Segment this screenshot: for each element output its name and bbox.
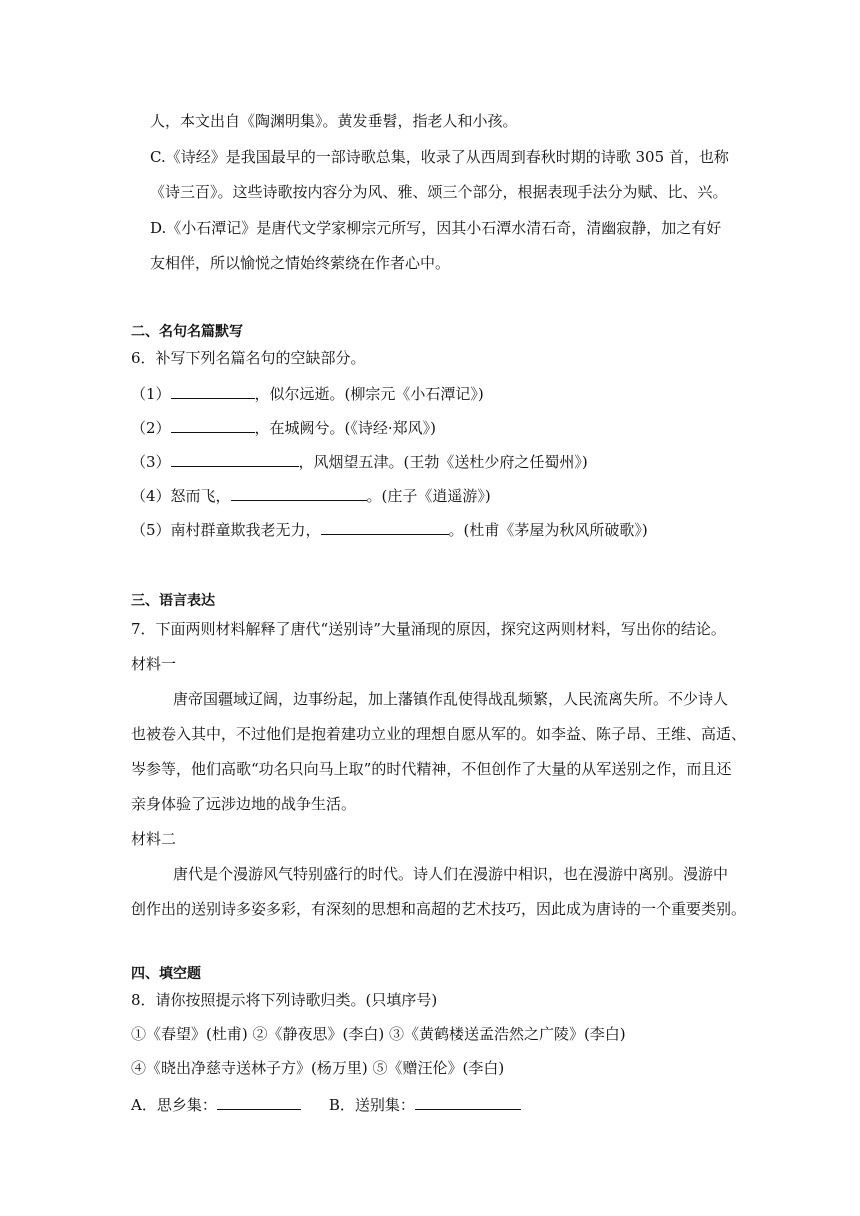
answer-row xyxy=(131,1094,521,1115)
answer-b-label: B．送别集： xyxy=(328,1096,415,1114)
answer-blank[interactable] xyxy=(321,519,449,535)
question-8: 8．请你按照提示将下列诗歌归类。(只填序号) xyxy=(131,991,438,1009)
q5-option-d-line2: 友相伴，所以愉悦之情始终萦绕在作者心中。 xyxy=(150,254,451,272)
item-suffix: 。(庄子《逍遥游》) xyxy=(366,487,491,505)
item-prefix: （5）南村群童欺我老无力， xyxy=(131,521,321,539)
material-1-line: 唐帝国疆域辽阔，边事纷起，加上藩镇作乱使得战乱频繁，人民流离失所。不少诗人 xyxy=(173,690,729,708)
item-prefix: （2） xyxy=(131,419,171,437)
q5-option-c-line2: 《诗三百》。这些诗歌按内容分为风、雅、颂三个部分，根据表现手法分为赋、比、兴。 xyxy=(150,183,728,201)
material-2-line: 创作出的送别诗多姿多彩，有深刻的思想和高超的艺术技巧，因此成为唐诗的一个重要类别。 xyxy=(131,900,747,918)
section-heading-expression: 三、语言表达 xyxy=(131,593,215,609)
answer-a-blank[interactable] xyxy=(217,1094,301,1110)
answer-blank[interactable] xyxy=(231,485,367,501)
poem-list-line1: ①《春望》(杜甫) ②《静夜思》(李白) ③《黄鹤楼送孟浩然之广陵》(李白) xyxy=(131,1025,626,1043)
q5-option-c-line1: C.《诗经》是我国最早的一部诗歌总集，收录了从西周到春秋时期的诗歌 305 首，也称 xyxy=(150,148,729,166)
item-suffix: ，似尔远逝。(柳宗元《小石潭记》) xyxy=(254,385,484,403)
item-suffix: ，风烟望五津。(王勃《送杜少府之任蜀州》) xyxy=(298,453,588,471)
dictation-item-2 xyxy=(131,417,436,438)
dictation-item-1 xyxy=(131,383,484,404)
material-1-label: 材料一 xyxy=(131,655,177,673)
item-prefix: （3） xyxy=(131,453,171,471)
item-suffix: 。(杜甫《茅屋为秋风所破歌》) xyxy=(448,521,648,539)
material-2-line: 唐代是个漫游风气特别盛行的时代。诗人们在漫游中相识，也在漫游中离别。漫游中 xyxy=(173,865,729,883)
answer-blank[interactable] xyxy=(171,383,255,399)
answer-blank[interactable] xyxy=(171,417,255,433)
answer-a-label: A．思乡集： xyxy=(131,1096,217,1114)
dictation-item-4 xyxy=(131,485,491,506)
question-7: 7．下面两则材料解释了唐代“送别诗”大量涌现的原因，探究这两则材料，写出你的结论。 xyxy=(131,620,726,638)
q5-option-b-tail: 人，本文出自《陶渊明集》。黄发垂髫，指老人和小孩。 xyxy=(150,112,518,130)
dictation-item-5 xyxy=(131,519,648,540)
item-prefix: （1） xyxy=(131,385,171,403)
item-prefix: （4）怒而飞， xyxy=(131,487,231,505)
section-heading-dictation: 二、名句名篇默写 xyxy=(131,324,243,340)
item-suffix: ，在城阙兮。(《诗经·郑风》) xyxy=(254,419,437,437)
poem-list-line2: ④《晓出净慈寺送林子方》(杨万里) ⑤《赠汪伦》(李白) xyxy=(131,1059,505,1077)
material-2-label: 材料二 xyxy=(131,830,177,848)
material-1-line: 岑参等，他们高歌“功名只向马上取”的时代精神，不但创作了大量的从军送别之作，而且还 xyxy=(131,760,732,778)
material-1-line: 也被卷入其中，不过他们是抱着建功立业的理想自愿从军的。如李益、陈子昂、王维、高适、 xyxy=(131,725,747,743)
material-1-line: 亲身体验了远涉边地的战争生活。 xyxy=(131,795,357,813)
answer-b-blank[interactable] xyxy=(415,1094,521,1110)
question-6: 6．补写下列名篇名句的空缺部分。 xyxy=(131,349,366,367)
dictation-item-3 xyxy=(131,451,588,472)
q5-option-d-line1: D.《小石潭记》是唐代文学家柳宗元所写，因其小石潭水清石奇，清幽寂静，加之有好 xyxy=(150,219,722,237)
answer-blank[interactable] xyxy=(171,451,299,467)
section-heading-fill-blank: 四、填空题 xyxy=(131,966,201,982)
